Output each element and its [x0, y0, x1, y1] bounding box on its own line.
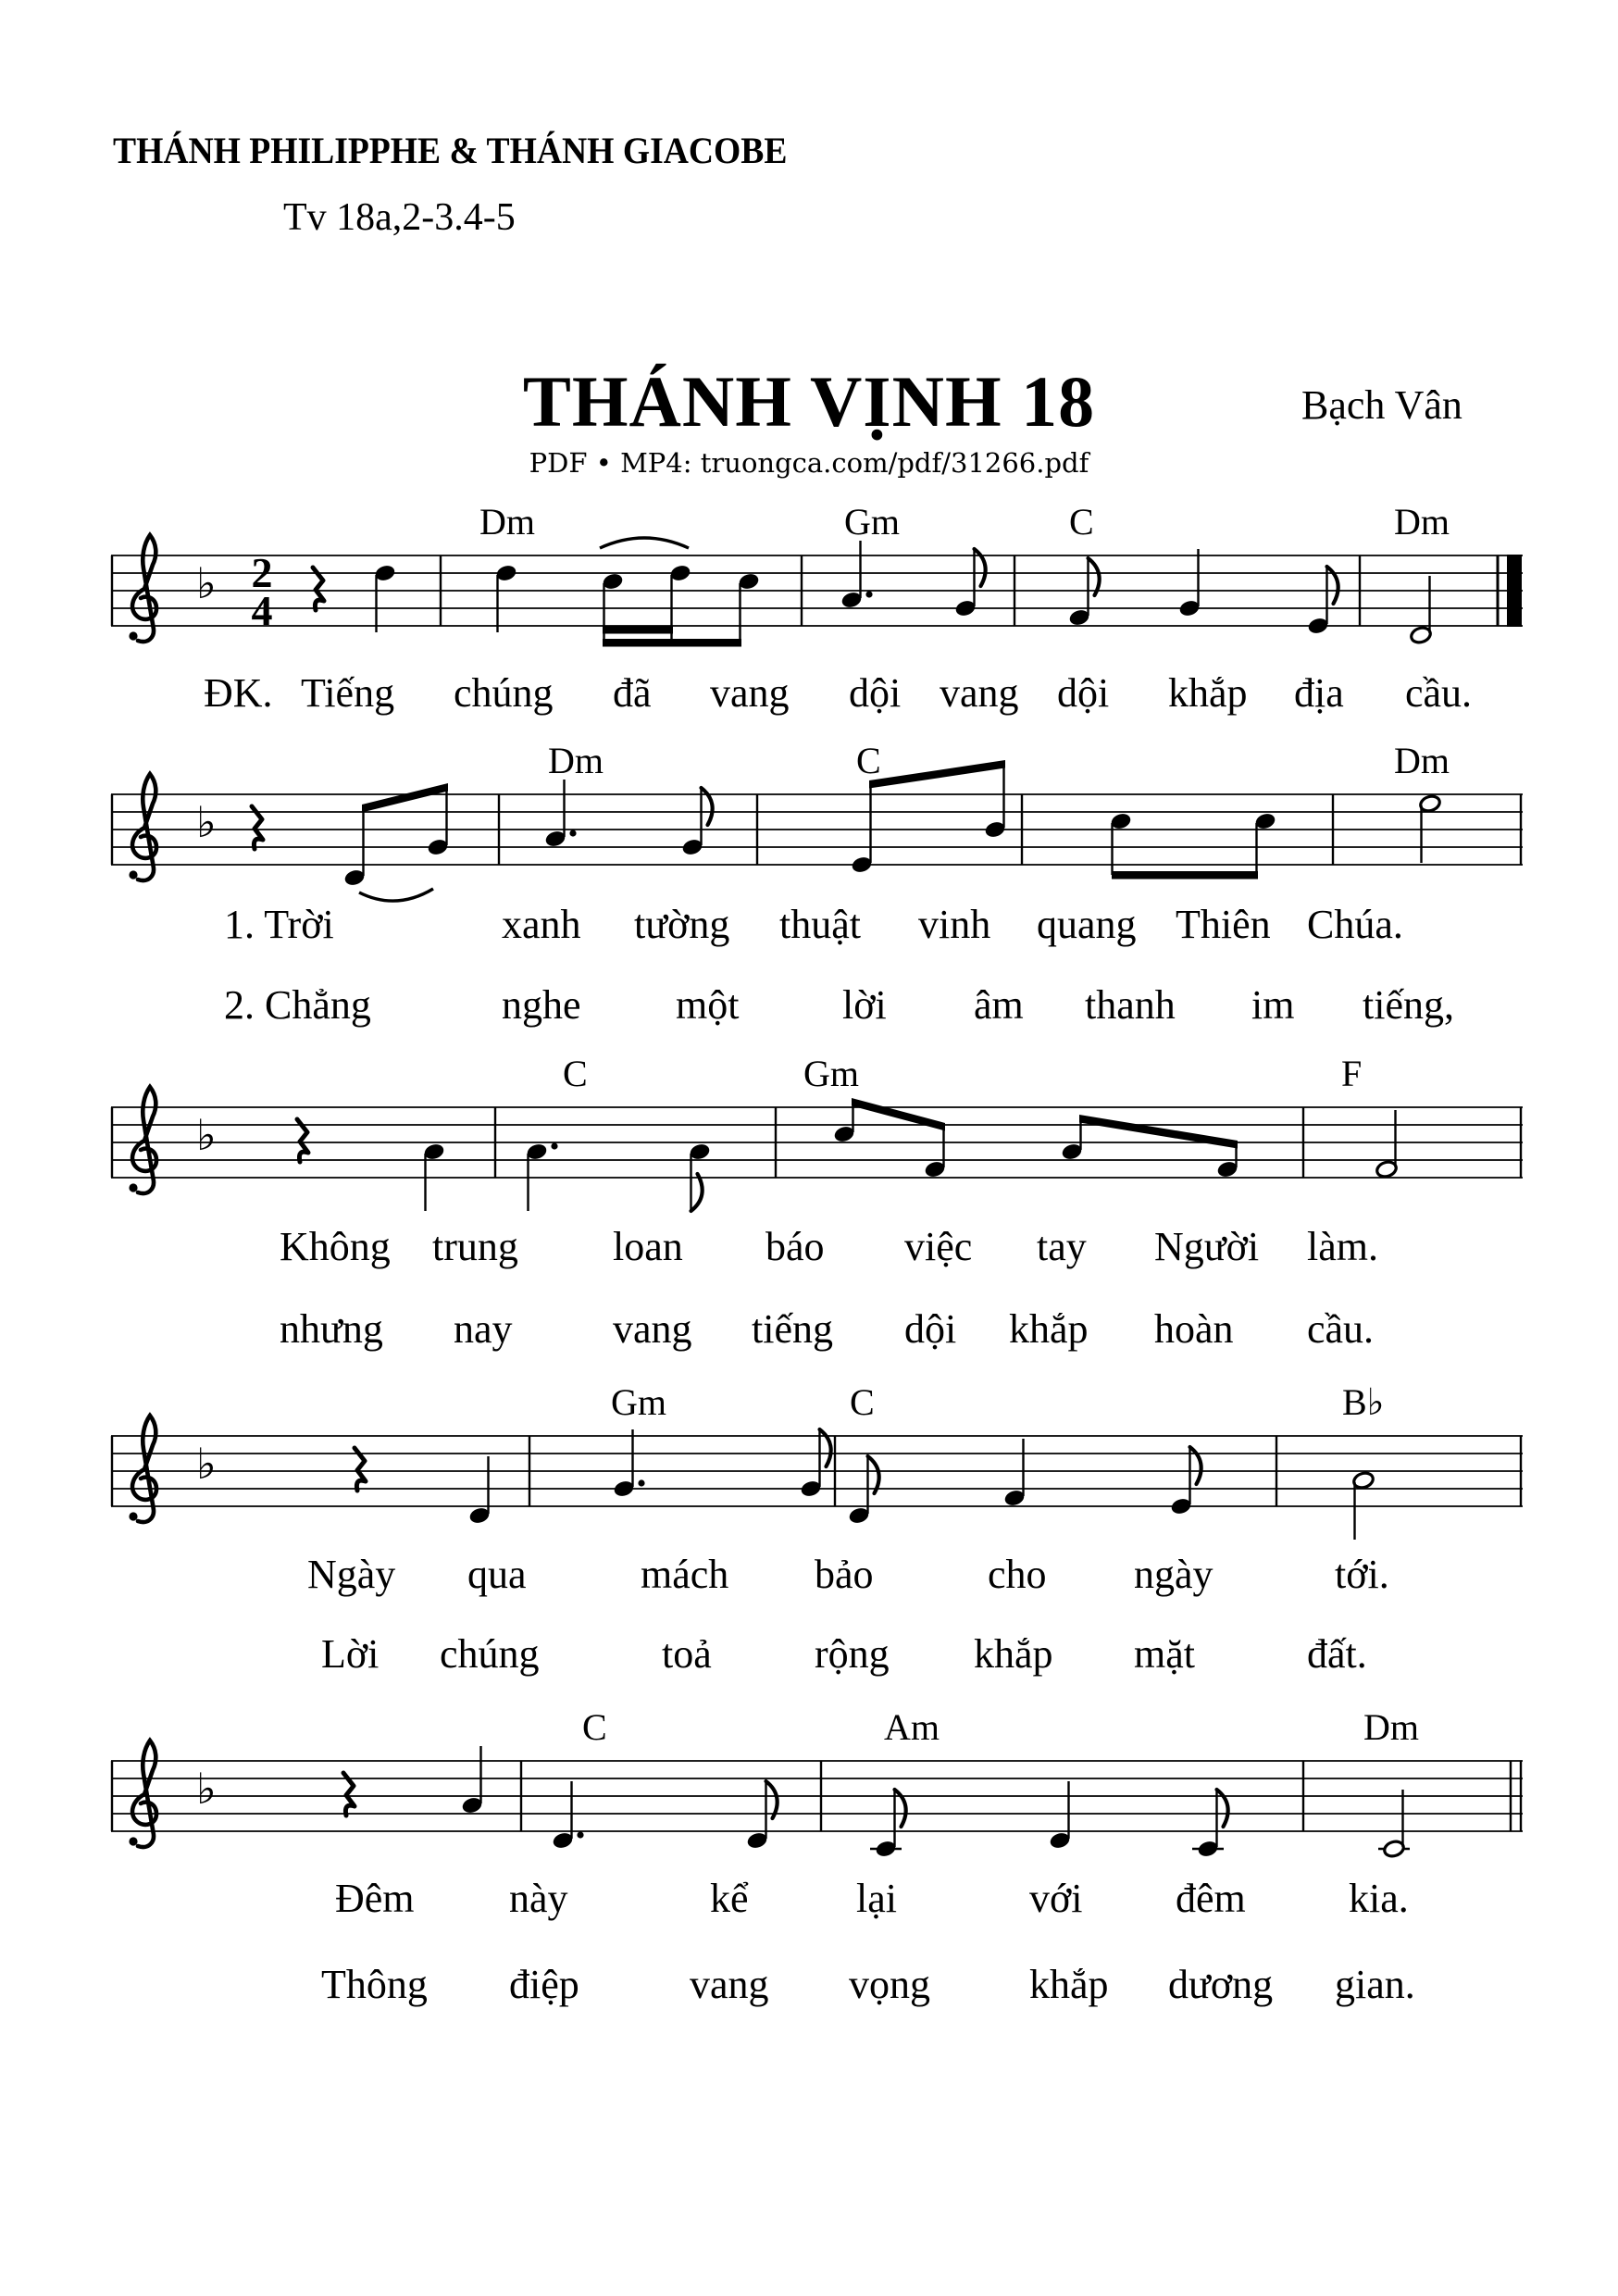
lyric-word: với — [1029, 1876, 1083, 1921]
beam — [1112, 871, 1258, 880]
lyric-word: vang — [613, 1306, 692, 1352]
lyric-word: âm — [974, 982, 1024, 1028]
lyric-word: một — [676, 982, 740, 1028]
lyric-word: làm. — [1307, 1224, 1378, 1269]
header-saints-line: THÁNH PHILIPPHE & THÁNH GIACOBE — [113, 130, 788, 171]
music-system — [0, 1641, 1618, 1881]
lyric-word: lại — [856, 1876, 897, 1921]
lyric-word: cầu. — [1405, 670, 1473, 716]
eighth-flag — [868, 1456, 879, 1493]
lyric-word: im — [1251, 982, 1295, 1028]
lyric-word: khắp — [974, 1631, 1053, 1677]
quarter-rest — [313, 568, 324, 610]
lyric-word: quang — [1037, 902, 1137, 947]
final-barline — [1507, 555, 1522, 627]
eighth-flag — [1190, 1447, 1201, 1484]
lyric-word: dội — [849, 670, 902, 716]
chord-label: Dm — [548, 740, 604, 781]
eighth-flag — [975, 549, 986, 586]
key-flat-icon: ♭ — [196, 1112, 217, 1159]
chord-label: C — [582, 1706, 607, 1748]
beam — [1079, 1115, 1238, 1149]
lyric-word: chúng — [454, 670, 554, 716]
lyric-word: Thiên — [1176, 902, 1271, 947]
lyric-word: mách — [641, 1552, 729, 1597]
eighth-flag — [1089, 558, 1100, 595]
chord-label: Am — [884, 1706, 940, 1748]
lyric-word: rộng — [815, 1631, 890, 1677]
chord-label: B♭ — [1342, 1381, 1385, 1423]
lyric-word: tay — [1037, 1224, 1087, 1269]
music-system — [0, 435, 1618, 676]
lyric-word: dội — [904, 1306, 957, 1352]
chord-label: C — [563, 1053, 588, 1094]
eighth-flag — [1327, 567, 1338, 604]
lyric-word: vọng — [849, 1962, 930, 2007]
slur — [600, 538, 689, 548]
lyric-word: kể — [710, 1876, 749, 1921]
lyric-word: xanh — [502, 902, 581, 947]
eighth-flag — [691, 1174, 703, 1211]
chord-label: C — [1069, 501, 1094, 543]
lyric-word: qua — [467, 1552, 527, 1597]
key-flat-icon: ♭ — [196, 1766, 217, 1813]
lyric-word: nghe — [502, 982, 581, 1028]
lyric-word: báo — [765, 1224, 825, 1269]
lyric-word: bảo — [815, 1552, 874, 1597]
lyric-word: khắp — [1009, 1306, 1089, 1352]
lyric-word: khắp — [1029, 1962, 1109, 2007]
lyric-word: toả — [662, 1631, 712, 1677]
chord-label: Dm — [1363, 1706, 1419, 1748]
chord-label: F — [1341, 1053, 1363, 1094]
lyric-word: cho — [988, 1552, 1047, 1597]
lyric-word: Tiếng — [301, 670, 395, 716]
chord-label: Dm — [1394, 740, 1450, 781]
lyric-word: cầu. — [1307, 1306, 1375, 1352]
lyric-word: vang — [710, 670, 790, 716]
lyric-word: nay — [454, 1306, 513, 1352]
lyric-word: tường — [634, 902, 730, 947]
lyric-word: loan — [613, 1224, 683, 1269]
augmentation-dot — [638, 1479, 644, 1486]
lyric-word: Ngày — [307, 1552, 396, 1597]
lyric-word: tới. — [1335, 1552, 1389, 1597]
lyric-word: 1. Trời — [224, 902, 334, 947]
lyric-word: hoàn — [1154, 1306, 1234, 1352]
lyric-word: ngày — [1134, 1552, 1214, 1597]
beam — [852, 1098, 945, 1131]
lyric-word: đã — [613, 670, 652, 716]
chord-label: C — [850, 1381, 875, 1423]
beam — [869, 760, 1005, 789]
lyric-word: điệp — [509, 1962, 579, 2007]
eighth-flag — [1217, 1790, 1228, 1827]
beam — [603, 639, 741, 647]
chord-label: Gm — [611, 1381, 666, 1423]
page-title: THÁNH VỊNH 18 — [522, 361, 1096, 442]
lyric-word: lời — [842, 982, 887, 1028]
lyric-word: dội — [1057, 670, 1110, 716]
key-flat-icon: ♭ — [196, 799, 217, 846]
lyric-word: này — [509, 1876, 568, 1921]
lyric-word: thanh — [1085, 982, 1176, 1028]
lyric-word: gian. — [1335, 1962, 1415, 2007]
psalm-reference: Tv 18a,2-3.4-5 — [283, 196, 516, 239]
lyric-word: Không — [280, 1224, 391, 1269]
augmentation-dot — [865, 591, 872, 597]
lyric-word: Đêm — [335, 1876, 415, 1921]
chord-label: C — [856, 740, 881, 781]
lyric-word: đêm — [1176, 1876, 1246, 1921]
lyric-word: trung — [432, 1224, 518, 1269]
augmentation-dot — [569, 830, 576, 836]
augmentation-dot — [577, 1831, 583, 1838]
lyric-word: dương — [1168, 1962, 1274, 2007]
key-flat-icon: ♭ — [196, 560, 217, 607]
lyric-word: Thông — [321, 1962, 428, 2007]
slur — [359, 889, 433, 901]
lyric-word: nhưng — [280, 1306, 383, 1352]
chord-label: Dm — [479, 501, 535, 543]
augmentation-dot — [551, 1142, 557, 1149]
source-link-line: PDF • MP4: truongca.com/pdf/31266.pdf — [529, 447, 1089, 479]
eighth-flag — [702, 788, 713, 825]
chord-label: Dm — [1394, 501, 1450, 543]
lyric-word: chúng — [440, 1631, 540, 1677]
key-flat-icon: ♭ — [196, 1441, 217, 1488]
lyric-word: Người — [1154, 1224, 1260, 1269]
lyric-word: khắp — [1168, 670, 1248, 716]
lyric-word: địa — [1294, 670, 1344, 716]
time-signature-top: 2 — [251, 549, 273, 596]
lyric-word: thuật — [779, 902, 861, 947]
beam — [362, 783, 448, 813]
lyric-word: tiếng — [752, 1306, 833, 1352]
lyric-word: đất. — [1307, 1631, 1367, 1677]
lyric-word: vang — [690, 1962, 769, 2007]
quarter-rest — [252, 806, 263, 849]
lyric-word: kia. — [1349, 1876, 1409, 1921]
composer-name: Bạch Vân — [1301, 382, 1462, 428]
lyric-word: vinh — [918, 902, 991, 947]
lyric-word: việc — [904, 1224, 973, 1269]
eighth-flag — [820, 1429, 831, 1466]
eighth-flag — [895, 1790, 906, 1827]
chord-label: Gm — [803, 1053, 859, 1094]
music-system — [0, 1316, 1618, 1556]
lyric-word: ĐK. — [204, 670, 273, 716]
beam — [603, 626, 673, 634]
lyric-word: vang — [940, 670, 1019, 716]
lyric-word: 2. Chẳng — [224, 982, 371, 1028]
lyric-word: Chúa. — [1307, 902, 1403, 947]
eighth-flag — [766, 1781, 778, 1818]
lyric-word: mặt — [1134, 1631, 1195, 1677]
lyric-word: tiếng, — [1363, 982, 1454, 1028]
chord-label: Gm — [844, 501, 900, 543]
lyric-word: Lời — [321, 1631, 380, 1677]
time-signature-bottom: 4 — [251, 587, 273, 634]
